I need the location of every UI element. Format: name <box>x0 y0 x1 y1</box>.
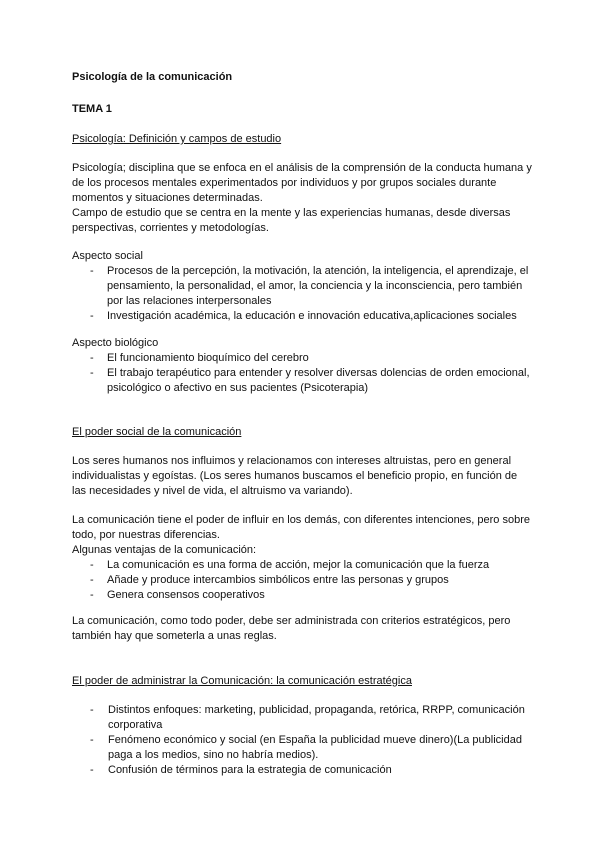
aspecto-biologico-list <box>72 351 532 396</box>
ventajas-list <box>72 558 532 603</box>
list-item: - La comunicación es una forma de acción, mejor la comunicación que la fuerza <box>72 558 532 573</box>
list-item: - Investigación académica, la educación e innovación educativa,aplicaciones sociales <box>72 309 532 324</box>
section-poder-social-p2 <box>72 513 532 603</box>
aspecto-social <box>72 249 532 324</box>
list-item: - Distintos enfoques: marketing, publicidad, propaganda, retórica, RRPP, comunicación corporativa <box>72 703 532 733</box>
ventajas-label: Algunas ventajas de la comunicación: <box>72 544 257 556</box>
list-item: - Genera consensos cooperativos <box>72 588 532 603</box>
aspecto-biologico-label: Aspecto biológico <box>72 337 159 349</box>
section-heading-poder-social: El poder social de la comunicación <box>72 426 242 438</box>
list-item: - El funcionamiento bioquímico del cerebro <box>72 351 532 366</box>
document-title: Psicología de la comunicación <box>72 71 233 83</box>
list-item: - Procesos de la percepción, la motivación, la atención, la inteligencia, el aprendizaje, el pensamiento, la personalidad, el amor, la conciencia y la inconsciencia, pero también por las relaciones interpersonales <box>72 264 532 309</box>
section-heading-psicologia: Psicología: Definición y campos de estudio <box>72 133 282 145</box>
list-item: - El trabajo terapéutico para entender y resolver diversas dolencias de orden emocional, psicológico o afectivo en sus pacientes (Psicoterapia) <box>72 366 532 396</box>
aspecto-social-list <box>72 264 532 324</box>
list-item: - Confusión de términos para la estrategia de comunicación <box>72 763 532 778</box>
list-item: - Fenómeno económico y social (en España la publicidad mueve dinero)(La publicidad paga a los medios, sino no habría medios). <box>72 733 532 763</box>
aspecto-social-label: Aspecto social <box>72 250 143 262</box>
section-heading-estrategica: El poder de administrar la Comunicación: la comunicación estratégica <box>72 675 412 687</box>
list-item: - Añade y produce intercambios simbólicos entre las personas y grupos <box>72 573 532 588</box>
paragraph: Los seres humanos nos influimos y relacionamos con intereses altruistas, pero en general individualistas y egoístas. (Los seres humanos buscamos el beneficio propio, en función de las necesidades y nivel de vida, el altruismo va variando). <box>72 455 518 497</box>
section-poder-social-p3 <box>72 614 532 644</box>
aspecto-biologico <box>72 336 532 396</box>
section-poder-social-p1 <box>72 454 532 499</box>
paragraph: La comunicación, como todo poder, debe ser administrada con criterios estratégicos, pero también hay que someterla a unas reglas. <box>72 615 511 642</box>
section-psicologia-body <box>72 161 532 236</box>
estrategica-list <box>72 703 532 778</box>
paragraph: Campo de estudio que se centra en la mente y las experiencias humanas, desde diversas perspectivas, corrientes y metodologías. <box>72 207 511 234</box>
section-estrategica <box>72 703 532 778</box>
paragraph: La comunicación tiene el poder de influir en los demás, con diferentes intenciones, pero sobre todo, por nuestras diferencias. <box>72 514 530 541</box>
paragraph: Psicología; disciplina que se enfoca en el análisis de la comprensión de la conducta humana y de los procesos mentales experimentados por individuos y por grupos sociales durante momentos y situaciones determinadas. <box>72 162 532 204</box>
tema-heading: TEMA 1 <box>72 103 112 115</box>
